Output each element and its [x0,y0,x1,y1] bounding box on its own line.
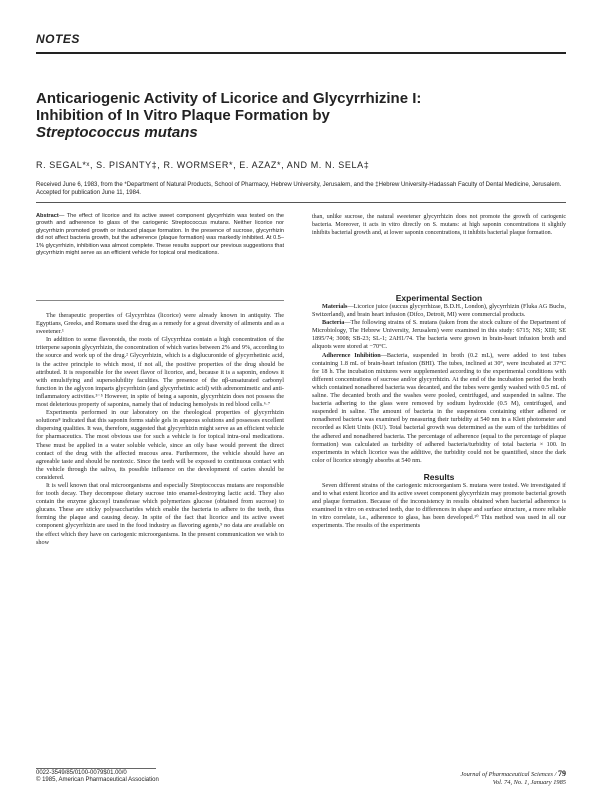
copyright-block [36,770,159,785]
adherence-text: —Bacteria, suspended in broth (0.2 mL), were added to test tubes containing 1.8 mL of brain-heart infusion (BHI). The tubes, inclined at 30°, were incubated at 37°C for 18 h. The incubation mixtures were supplemented according to the experimental conditions with different concentrations of sucrose and/or glycyrrhizin. At the end of the incubation period the broth which contained nonadhered bacteria was decanted, and the tubes were gently washed with 0.5 mL of saline. The decanted broth and the washes were pooled, centrifuged, and suspended in saline. The bacteria adhering to the glass were removed by sodium hydroxide (0.5 M), centrifuged, and suspended in saline. The amount of bacteria in the suspensions containing either adhered or nonadhered bacteria was examined by measuring their turbidity at 540 nm in a Klett photometer and recorded as Klett Units (KU). Total bacterial growth was determined as the sum of the turbidities of the adhered and nonadhered bacteria. The percentage of adherence (equal to the percentage of plaque formation) was calculated as turbidity of adhered bacteria/turbidity of total bacteria × 100. In experiments in which licorice was the additive, the turbidity could not be quantified, since the dark color of licorice strongly absorbs at 540 nm. [312,351,566,464]
section-label: NOTES [36,32,80,46]
right-column [312,293,566,530]
bacteria-label: Bacteria [322,319,345,327]
doc-code: 0022-3549/85/0100-0079$01.00/0 [36,770,127,776]
adherence-paragraph [312,352,566,465]
abstract-rule [36,300,284,301]
footer-rule [36,768,156,769]
title-line-1: Anticariogenic Activity of Licorice and Glycyrrhizine I: [36,90,422,107]
journal-name: Journal of Pharmaceutical Sciences [460,771,554,778]
materials-paragraph [312,303,566,319]
results-paragraph: Seven different strains of the cariogenic microorganism S. mutans were tested. We investigated if and to what extent licorice and its active sweet component glycyrrhizin may promote bacterial growth and plaque formation. Because of the inconsistency in results obtained when bacterial adherence is examined in vitro on extracted teeth, due to differences in shape and surface structure, a more reliable in vitro correlate, i.e., adherence to glass, has been developed.¹⁰ This method was used in all our experiments. The results of the experiments [312,481,566,530]
adherence-label: Adherence Inhibition [322,351,381,359]
received-note: Received June 6, 1983, from the *Department of Natural Products, School of Pharmacy, Hebrew University, Jerusalem, and the ‡Hebrew University-Hadassah Faculty of Dental Medicine, Jerusalem. Accepted for publication June 11, 1984. [36,182,562,196]
intro-paragraph-1: The therapeutic properties of Glycyrrhiza (licorice) were already known in antiquity. The Egyptians, Greeks, and Romans used the drug as a remedy for a great diversity of ailments and as a sweetener.¹ [36,312,284,336]
materials-text: —Licorice juice (succus glycyrrhizae, B.D.H., London), glycyrrhizin (Fluka AG Buchs, Switzerland), and brain heart infusion (Difco, Detroit, MI) were commercial products. [312,303,566,319]
intro-continuation [312,213,566,237]
results-heading: Results [423,471,455,482]
header-rule [36,202,566,203]
materials-label: Materials [322,303,348,310]
journal-volume: Vol. 74, No. 1, January 1985 [492,778,566,786]
title-line-2: Inhibition of In Vitro Plaque Formation by [36,107,330,124]
intro-paragraph-2: In addition to some flavonoids, the roots of Glycyrrhiza contain a high concentration of the triterpene saponin glycyrrhizin, the concentration of which varies between 2% and 9%, according to the source and work up of the drug.² Glycyrrhizin, which is a diglucuronide of glycyrrhetinic acid, is the active principle to which most, if not all, the positive properties of the drug should be attributed. It is responsible for the sweet flavor of licorice, and, because it is a saponin, endows it with emulsifying and supersolubility faculties. The presence of the αβ-unsaturated carbonyl function in the aglycon imparts glycyrrhizin (and glycyrrhetinic acid) with adrenomimetic and anti-inflammatory activities.³⁻⁵ However, in spite of being a saponin, glycyrrhizin does not possess the most deleterious property of saponins, namely that of inducing hemolysis in red blood cells.⁶·⁷ [36,336,284,409]
bacteria-paragraph [312,319,566,351]
title-line-3: Streptococcus mutans [36,124,198,141]
bacteria-text: —The following strains of S. mutans (taken from the stock culture of the Department of Microbiology, The Hebrew University, Jerusalem) were examined in this study: 6715; NS; XIII; SE 1895/74; 3008; SB-23; SL-1; 2AH1/74. The bacteria were grown in brain-heart infusion broth and aliquots were stored at −70°C. [312,319,566,351]
intro-paragraph-3: Experiments performed in our laboratory on the rheological properties of glycyrrhizin solutions⁸ indicated that this saponin forms stable gels in aqueous solutions and possesses excellent dispersing qualities. It was, therefore, suggested that glycyrrhizin might serve as an efficient vehicle for pharmaceutics. The most obvious use for such a vehicle is for topical intra-oral medications. These must be applied in a water soluble vehicle, since an oily base would prevent the direct contact of the drug with the affected mucous area. Furthermore, the vehicle should have an agreeable taste and should be nontoxic. Since the teeth will be exposed to continuous contact with the vehicle through the saliva, its possible influence on the development of caries should be considered. [36,409,284,481]
left-column [36,312,284,547]
intro-paragraph-4: It is well known that oral microorganisms and especially Streptococcus mutans are responsible for tooth decay. They decompose dietary sucrose into enamel-destroying lactic acid. They also contain the enzyme glucosyl transferase which polymerizes glucose (obtained from sucrose) to glucans. These are sticky polysaccharides which enable the bacteria to adhere to the teeth, thus forming the plaque and causing decay. In spite of the fact that licorice and its active sweet component glycyrrhizin are used in the food industry as flavoring agents,⁹ no data are available on the effect which they have on cariogenic microorganisms. In the present communication we wish to show [36,481,284,546]
copyright-line: © 1985, American Pharmaceutical Association [36,777,159,784]
journal-block: Journal of Pharmaceutical Sciences / 79 Vol. 74, No. 1, January 1985 [460,769,566,786]
experimental-heading: Experimental Section [395,293,483,303]
abstract-label: Abstract [36,213,59,219]
article-title [36,90,556,141]
abstract [36,213,284,257]
intro-continuation-text: than, unlike sucrose, the natural sweetener glycyrrhizin does not promote the growth of cariogenic bacteria. Moreover, it acts in vitro directly on S. mutans: at high saponin concentrations it slightly inhibits bacterial growth and, at lower saponin concentrations, it inhibits bacterial plaque formation. [312,214,566,236]
abstract-text: — The effect of licorice and its active sweet component glycyrrhizin was tested on the growth and adherence to glass of the cariogenic Streptococcus mutans. Neither licorice nor glycyrrhizin promoted growth or induced plaque formation. In the presence of sucrose, glycyrrhizin did not affect bacteria growth, but the adherence (plaque formation) was markedly inhibited. At 0.5–1% glycyrrhizin, inhibition was almost complete. These results support our previous suggestions that glycyrrhizin might serve as an efficient vehicle for topical oral medications. [36,213,285,257]
author-list: R. SEGAL*ˣ, S. PISANTY‡, R. WORMSER*, E. AZAZ*, AND M. N. SELA‡ [36,160,370,170]
page-number: 79 [558,769,566,778]
top-rule [36,52,566,54]
